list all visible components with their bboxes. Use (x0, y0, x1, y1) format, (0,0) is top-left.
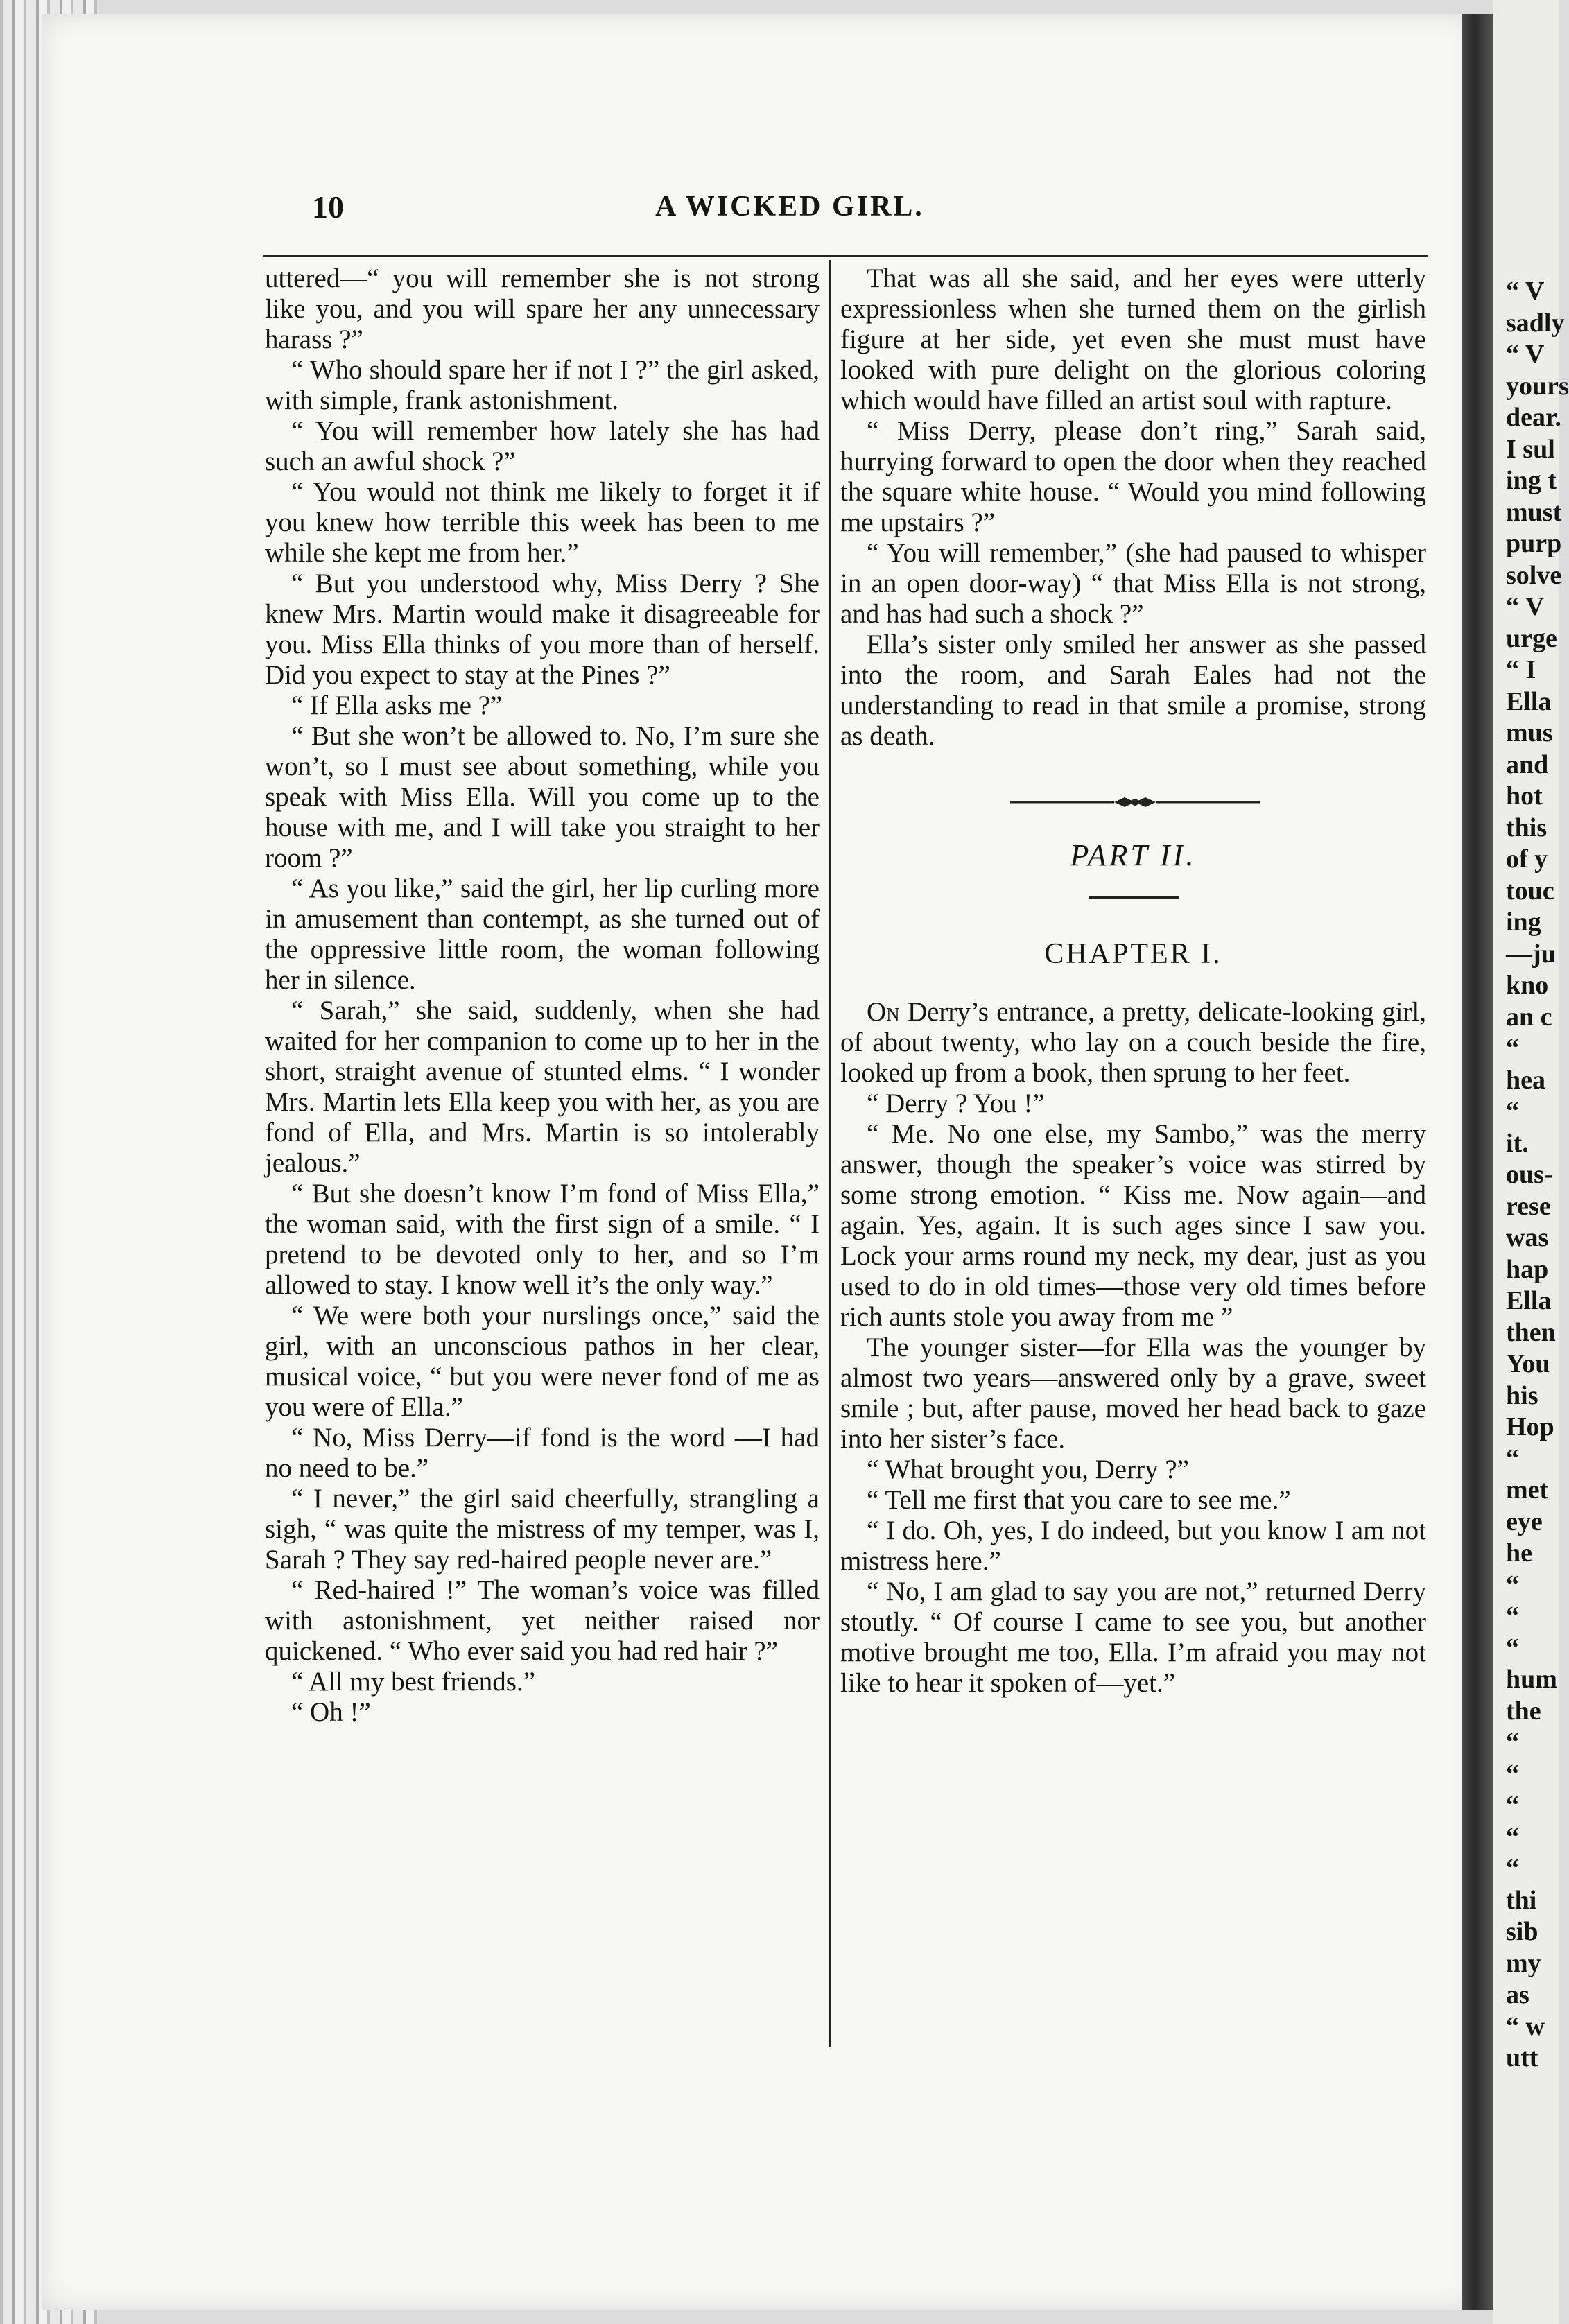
paragraph (840, 997, 1426, 1089)
facing-page-text-fragment: utt (1506, 2043, 1538, 2072)
paragraph: “ But she won’t be allowed to. No, I’m sure she won’t, so I must see about something, while you speak with Miss Ella. Will you come up to the house with me, and I will take you straight to her room ?” (265, 721, 820, 873)
facing-page-text-fragment: “ (1506, 1034, 1519, 1063)
facing-page-text-fragment: “ (1506, 1570, 1519, 1599)
facing-page-text-fragment: my (1506, 1948, 1541, 1978)
paragraph: “ What brought you, Derry ?” (867, 1455, 1189, 1484)
left-column (265, 263, 820, 1728)
facing-page-text-fragment: Ella (1506, 1286, 1552, 1315)
facing-page-text-fragment: his (1506, 1380, 1538, 1410)
heading-rule (1089, 896, 1179, 899)
page-number: 10 (312, 189, 344, 225)
facing-page-text-fragment: and (1506, 749, 1549, 779)
paragraph: “ Red-haired !” The woman’s voice was filled with astonishment, yet neither raised nor quickened. “ Who ever said you had red hair ?” (265, 1575, 820, 1666)
paragraph: “ I do. Oh, yes, I do indeed, but you know I am not mistress here.” (840, 1516, 1426, 1576)
paragraph: “ You will remember how lately she has had such an awful shock ?” (265, 416, 820, 476)
facing-page-text-fragment: urge (1506, 623, 1557, 653)
paragraph: “ You would not think me likely to forget it if you knew how terrible this week has been to me while she kept me from her.” (265, 477, 820, 568)
facing-page-text-fragment: solve (1506, 560, 1562, 590)
facing-page-text-fragment: “ I (1506, 655, 1536, 684)
paragraph: “ As you like,” said the girl, her lip curling more in amusement than contempt, as she turned out of the oppressive little room, the woman following her in silence. (265, 874, 820, 995)
facing-page-text-fragment: ous- (1506, 1160, 1553, 1189)
facing-page-text-fragment: met (1506, 1475, 1549, 1504)
facing-page-text-fragment: “ (1506, 1633, 1519, 1663)
facing-page-text-fragment: this (1506, 813, 1548, 842)
paragraph: “ You will remember,” (she had paused to whisper in an open door-way) “ that Miss Ella is not strong, and has had such a shock ?” (840, 538, 1426, 629)
facing-page-text-fragment: as (1506, 1980, 1529, 2009)
facing-page-text-fragment: purp (1506, 529, 1562, 558)
facing-page-text-fragment: “ (1506, 1602, 1519, 1631)
paragraph: The younger sister—for Ella was the younger by almost two years—answered only by a grave, sweet smile ; but, after pause, moved her head back to gaze into her sister’s face. (840, 1333, 1426, 1454)
facing-page-text-fragment: thi (1506, 1885, 1537, 1915)
section-ornament (840, 792, 1426, 813)
facing-page-text-fragment: of y (1506, 844, 1548, 874)
facing-page-text-fragment: ing (1506, 908, 1541, 937)
facing-page-text-fragment: eye (1506, 1507, 1543, 1536)
facing-page-text-fragment: Ella (1506, 686, 1552, 716)
facing-page-text-fragment: hum (1506, 1665, 1557, 1694)
facing-page-text-fragment: I sul (1506, 434, 1555, 464)
facing-page-text-fragment: kno (1506, 971, 1549, 1000)
facing-page-text-fragment: rese (1506, 1191, 1551, 1221)
chapter-opening-word: On (867, 997, 900, 1027)
facing-page-text-fragment: was (1506, 1223, 1549, 1252)
page-header (312, 189, 978, 230)
paragraph: “ I never,” the girl said cheerfully, strangling a sigh, “ was quite the mistress of my temper, was I, Sarah ? They say red-haired people never are.” (265, 1484, 820, 1575)
facing-page-text-fragment: dear. (1506, 403, 1561, 432)
facing-page-text-fragment: “ (1506, 1822, 1519, 1852)
facing-page-text-fragment: sadly (1506, 308, 1565, 338)
facing-page-text-fragment: “ (1506, 1097, 1519, 1126)
column-divider (829, 260, 831, 2047)
paragraph: “ But she doesn’t know I’m fond of Miss Ella,” the woman said, with the first sign of a smile. “ I pretend to be devoted only to her, and so I’m allowed to stay. I know well it’s the only way.” (265, 1179, 820, 1300)
chapter-opening-text: Derry’s entrance, a pretty, delicate-looking girl, of about twenty, who lay on a couch beside the fire, looked up from a book, then sprung to her feet. (840, 997, 1426, 1088)
facing-page-text-fragment: “ (1506, 1443, 1519, 1473)
facing-page-text-fragment: hap (1506, 1254, 1549, 1284)
facing-page-text-fragment: touc (1506, 876, 1554, 905)
facing-page-text-fragment: he (1506, 1538, 1532, 1568)
paragraph: “ We were both your nurslings once,” said the girl, with an unconscious pathos in her clear, musical voice, “ but you were never fond of me as you were of Ella.” (265, 1301, 820, 1422)
paragraph: “ Oh !” (291, 1697, 371, 1727)
facing-page-text-fragment: “ (1506, 1791, 1519, 1820)
paragraph: “ No, Miss Derry—if fond is the word —I had no need to be.” (265, 1423, 820, 1483)
facing-page-text-fragment: ing t (1506, 466, 1557, 495)
facing-page-text-fragment: Hop (1506, 1412, 1554, 1441)
paragraph: uttered—“ you will remember she is not strong like you, and you will spare her any unnecessary harass ?” (265, 263, 820, 354)
ornament-rule-icon (1010, 792, 1260, 813)
paragraph: “ Tell me first that you care to see me.” (867, 1485, 1291, 1515)
book-gutter (1462, 14, 1493, 2310)
facing-page-text-fragment: must (1506, 497, 1562, 527)
facing-page-text-fragment: —ju (1506, 939, 1556, 969)
paragraph: That was all she said, and her eyes were utterly expressionless when she turned them on the girlish figure at her side, yet even she must must have looked with pure delight on the glorious coloring which would have filled an artist soul with rapture. (840, 263, 1426, 415)
facing-page-text-fragment: “ V (1506, 340, 1545, 369)
running-title: A WICKED GIRL. (655, 191, 924, 223)
paragraph: “ Derry ? You !” (867, 1089, 1045, 1118)
facing-page-text-fragment: sib (1506, 1917, 1538, 1946)
paragraph: Ella’s sister only smiled her answer as she passed into the room, and Sarah Eales had not the understanding to read in that smile a promise, strong as death. (840, 630, 1426, 751)
facing-page-text-fragment: “ V (1506, 277, 1545, 306)
facing-page-text-fragment: “ (1506, 1759, 1519, 1789)
facing-page-fragment (1493, 0, 1569, 2324)
paragraph: “ Sarah,” she said, suddenly, when she had waited for her companion to come up to her in the short, straight avenue of stunted elms. “ I wonder Mrs. Martin lets Ella keep you with her, as you are fond of Ella, and Mrs. Martin is so intolerably jealous.” (265, 996, 820, 1178)
facing-page-text-fragment: it. (1506, 1128, 1529, 1158)
paragraph: “ Me. No one else, my Sambo,” was the merry answer, though the speaker’s voice was stirred by some strong emotion. “ Kiss me. Now again—and again. Yes, again. It is such ages since I saw you. Lock your arms round my neck, my dear, just as you used to do in old times—those very old times before rich aunts stole you away from me ” (840, 1119, 1426, 1332)
facing-page-text-fragment: “ w (1506, 2011, 1545, 2041)
facing-page-text-fragment: hea (1506, 1065, 1545, 1095)
paragraph: “ Who should spare her if not I ?” the girl asked, with simple, frank astonishment. (265, 355, 820, 415)
paragraph: “ No, I am glad to say you are not,” returned Derry stoutly. “ Of course I came to see you, but another motive brought me too, Ella. I’m afraid you may not like to hear it spoken of—yet.” (840, 1577, 1426, 1698)
part-heading: PART II. (1070, 838, 1197, 872)
facing-page-text-fragment: hot (1506, 781, 1543, 810)
paragraph: “ Miss Derry, please don’t ring,” Sarah said, hurrying forward to open the door when they reached the square white house. “ Would you mind following me upstairs ?” (840, 416, 1426, 537)
header-rule (263, 255, 1428, 257)
facing-page-text-fragment: “ (1506, 1728, 1519, 1757)
facing-page-text-fragment: You (1506, 1349, 1550, 1378)
facing-page-text-fragment: an c (1506, 1002, 1552, 1032)
facing-page-text-fragment: yours (1506, 371, 1569, 401)
paragraph: “ All my best friends.” (291, 1667, 536, 1697)
right-column (840, 263, 1426, 1699)
paragraph: “ If Ella asks me ?” (291, 691, 503, 720)
paragraph: “ But you understood why, Miss Derry ? She knew Mrs. Martin would make it disagreeable for you. Miss Ella thinks of you more than of herself. Did you expect to stay at the Pines ?” (265, 569, 820, 690)
facing-page-text-fragment: mus (1506, 718, 1553, 747)
chapter-heading: CHAPTER I. (1044, 938, 1222, 970)
facing-page-text-fragment: then (1506, 1317, 1556, 1347)
facing-page-text-fragment: the (1506, 1696, 1541, 1726)
facing-page-text-fragment: “ (1506, 1854, 1519, 1883)
facing-page-text-fragment: “ V (1506, 592, 1545, 621)
